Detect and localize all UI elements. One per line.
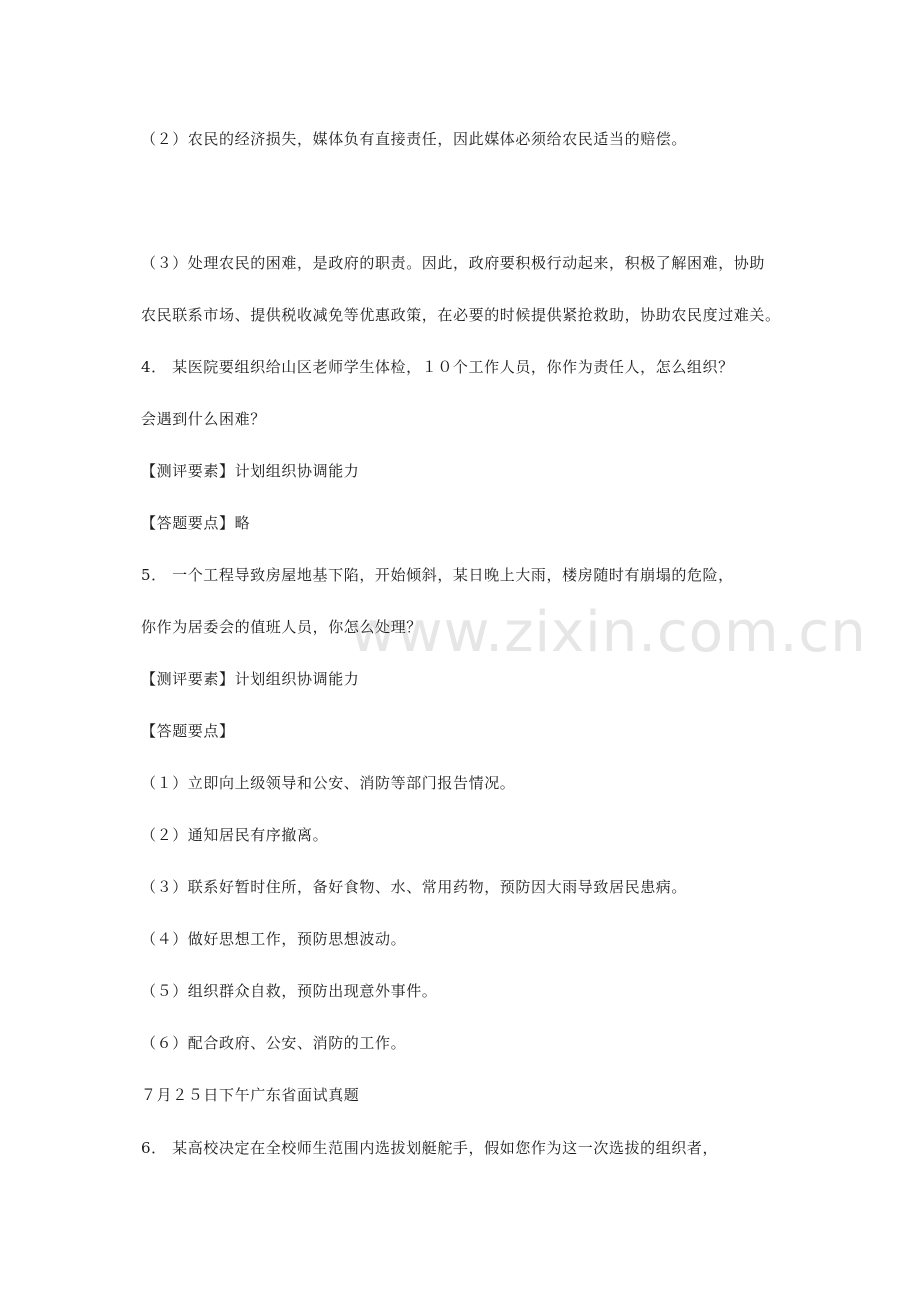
question-5-point-3: （３）联系好暂时住所，备好食物、水、常用药物，预防因大雨导致居民患病。 (141, 878, 688, 896)
question-5-line-2: 你作为居委会的值班人员，你怎么处理？ (141, 618, 422, 636)
question-4-answer: 【答题要点】略 (141, 514, 251, 532)
answer-point-2: （２）农民的经济损失，媒体负有直接责任，因此媒体必须给农民适当的赔偿。 (141, 130, 688, 148)
answer-point-3-line-2: 农民联系市场、提供税收减免等优惠政策，在必要的时候提供紧抢救助，协助农民度过难关。 (141, 306, 781, 324)
question-5-point-4: （４）做好思想工作，预防思想波动。 (141, 930, 407, 948)
watermark: www.zixin.com.cn (350, 600, 867, 665)
question-6-line-1: 6． 某高校决定在全校师生范围内选拔划艇舵手，假如您作为这一次选拔的组织者， (141, 1139, 719, 1157)
question-5-point-2: （２）通知居民有序撤离。 (141, 826, 329, 844)
question-4-line-1: 4． 某医院要组织给山区老师学生体检，１０个工作人员，你作为责任人，怎么组织？ (141, 358, 734, 376)
question-4-evaluation: 【测评要素】计划组织协调能力 (141, 462, 360, 480)
question-5-point-5: （５）组织群众自救，预防出现意外事件。 (141, 982, 438, 1000)
question-5-evaluation: 【测评要素】计划组织协调能力 (141, 670, 360, 688)
question-5-answer-heading: 【答题要点】 (141, 722, 235, 740)
question-5-line-1: 5． 一个工程导致房屋地基下陷，开始倾斜，某日晚上大雨，楼房随时有崩塌的危险， (141, 566, 734, 584)
answer-point-3-line-1: （３）处理农民的困难，是政府的职责。因此，政府要积极行动起来，积极了解困难，协助 (141, 254, 766, 272)
question-4-line-2: 会遇到什么困难？ (141, 410, 266, 428)
question-5-point-1: （１）立即向上级领导和公安、消防等部门报告情况。 (141, 774, 516, 792)
question-5-point-6: （６）配合政府、公安、消防的工作。 (141, 1034, 407, 1052)
section-heading: ７月２５日下午广东省面试真题 (141, 1086, 360, 1104)
